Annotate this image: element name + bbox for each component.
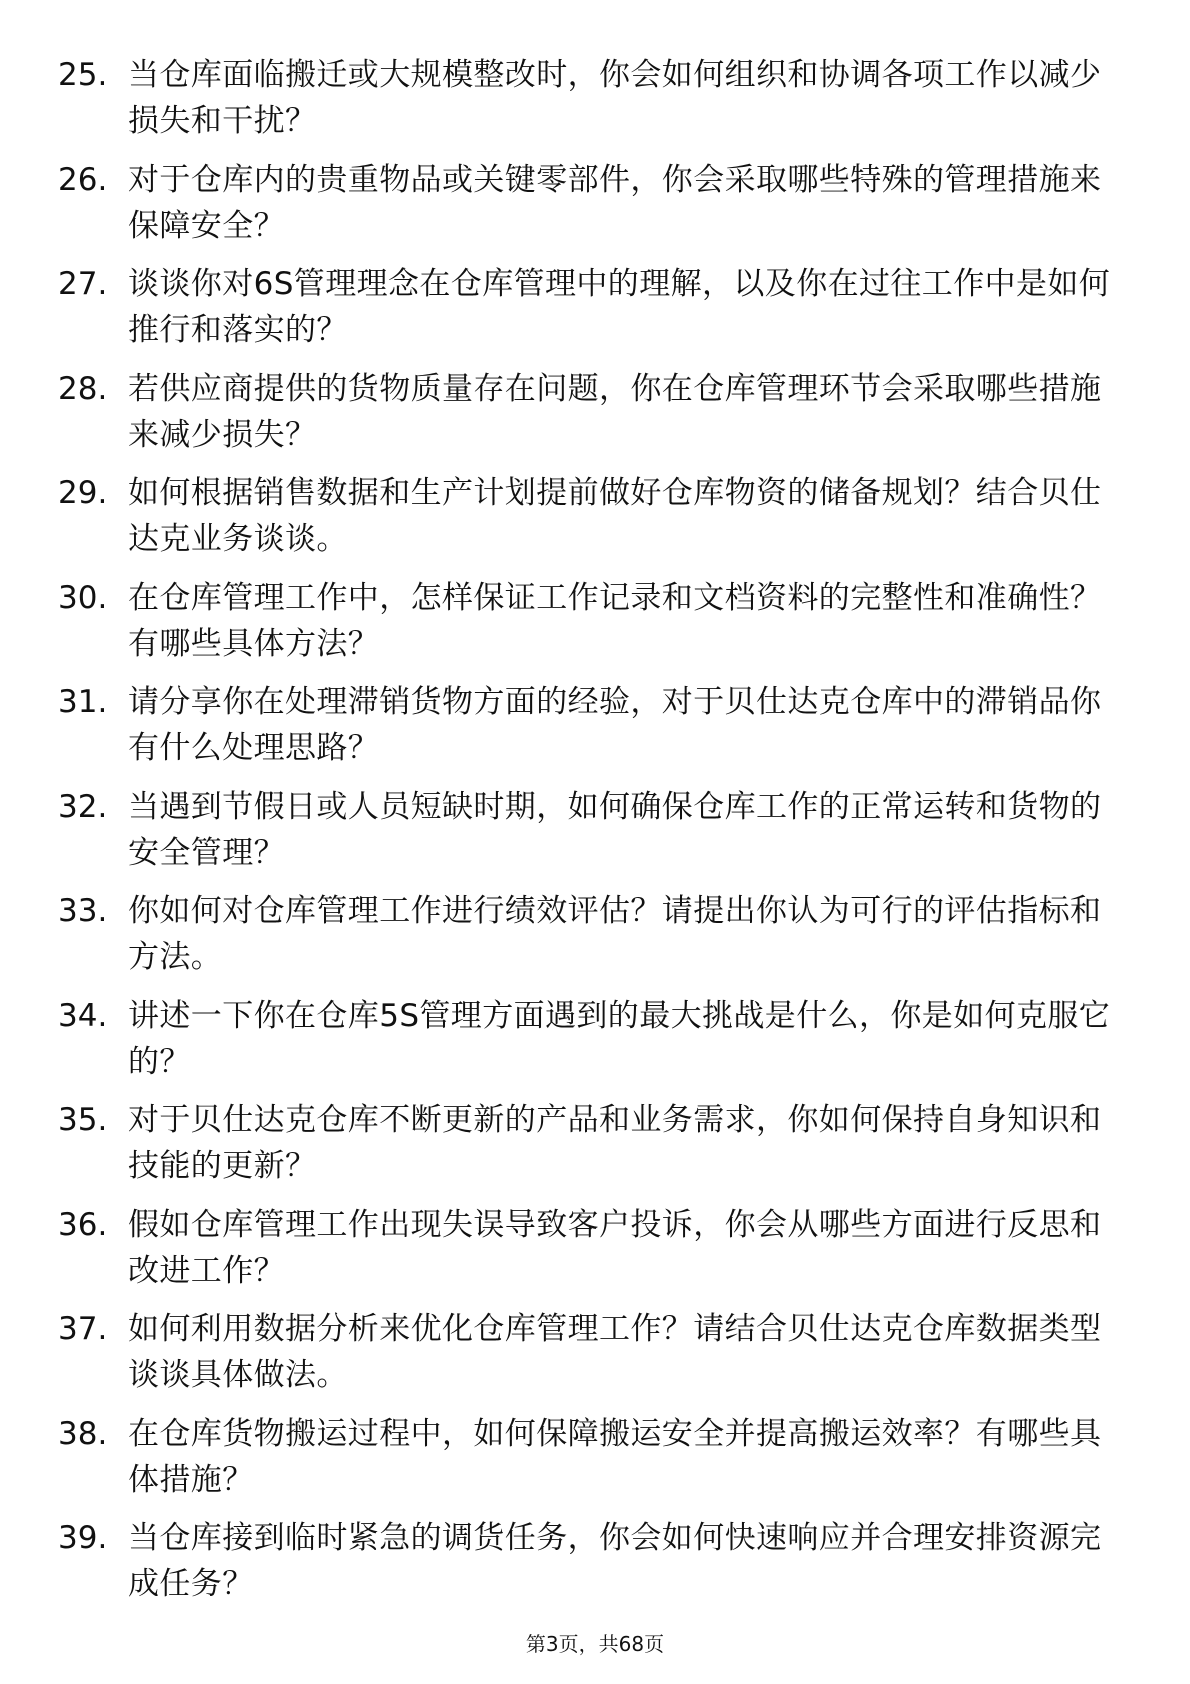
question-text: 对于仓库内的贵重物品或关键零部件，你会采取哪些特殊的管理措施来保障安全？ (128, 161, 1102, 244)
question-item (0, 1515, 1190, 1620)
question-text: 当仓库面临搬迁或大规模整改时，你会如何组织和协调各项工作以减少损失和干扰？ (128, 57, 1102, 139)
question-item (0, 157, 1190, 262)
question-item (0, 1097, 1190, 1202)
question-item (0, 993, 1190, 1098)
question-item (0, 784, 1190, 889)
question-number: 32. (58, 788, 108, 825)
question-number: 36. (58, 1206, 108, 1243)
question-text: 对于贝仕达克仓库不断更新的产品和业务需求，你如何保持自身知识和技能的更新？ (128, 1102, 1102, 1184)
page-number-footer: 第3页，共68页 (525, 1632, 665, 1656)
question-text: 当遇到节假日或人员短缺时期，如何确保仓库工作的正常运转和货物的安全管理？ (128, 788, 1102, 871)
question-number: 39. (58, 1520, 108, 1556)
question-item (0, 1202, 1190, 1307)
question-list (0, 52, 1190, 1620)
question-text: 请分享你在处理滞销货物方面的经验，对于贝仕达克仓库中的滞销品你有什么处理思路？ (128, 684, 1102, 766)
question-item (0, 1306, 1190, 1411)
question-number: 33. (58, 893, 108, 929)
question-number: 31. (58, 684, 108, 720)
question-item (0, 1411, 1190, 1516)
question-text: 谈谈你对6S管理理念在仓库管理中的理解，以及你在过往工作中是如何推行和落实的？ (128, 266, 1111, 348)
question-number: 26. (58, 161, 108, 198)
question-number: 27. (58, 266, 108, 302)
question-item (0, 888, 1190, 993)
question-text: 当仓库接到临时紧急的调货任务，你会如何快速响应并合理安排资源完成任务？ (128, 1520, 1102, 1602)
question-item (0, 366, 1190, 471)
question-number: 28. (58, 370, 108, 407)
question-text: 假如仓库管理工作出现失误导致客户投诉，你会从哪些方面进行反思和改进工作？ (128, 1206, 1102, 1289)
question-text: 如何根据销售数据和生产计划提前做好仓库物资的储备规划？结合贝仕达克业务谈谈。 (128, 475, 1102, 557)
question-number: 38. (58, 1415, 108, 1452)
question-text: 如何利用数据分析来优化仓库管理工作？请结合贝仕达克仓库数据类型谈谈具体做法。 (128, 1311, 1102, 1393)
question-item (0, 261, 1190, 366)
question-number: 35. (58, 1102, 108, 1138)
question-text: 若供应商提供的货物质量存在问题，你在仓库管理环节会采取哪些措施来减少损失？ (128, 370, 1102, 453)
question-text: 在仓库管理工作中，怎样保证工作记录和文档资料的完整性和准确性？有哪些具体方法？ (128, 579, 1102, 662)
question-number: 29. (58, 475, 108, 511)
question-number: 30. (58, 579, 108, 616)
question-item (0, 679, 1190, 784)
question-text: 你如何对仓库管理工作进行绩效评估？请提出你认为可行的评估指标和方法。 (128, 893, 1102, 975)
question-item (0, 575, 1190, 680)
question-item (0, 470, 1190, 575)
question-number: 25. (58, 57, 108, 93)
question-text: 讲述一下你在仓库5S管理方面遇到的最大挑战是什么，你是如何克服它的？ (128, 997, 1111, 1080)
question-number: 37. (58, 1311, 108, 1347)
question-item (0, 52, 1190, 157)
question-text: 在仓库货物搬运过程中，如何保障搬运安全并提高搬运效率？有哪些具体措施？ (128, 1415, 1102, 1498)
question-number: 34. (58, 997, 108, 1034)
